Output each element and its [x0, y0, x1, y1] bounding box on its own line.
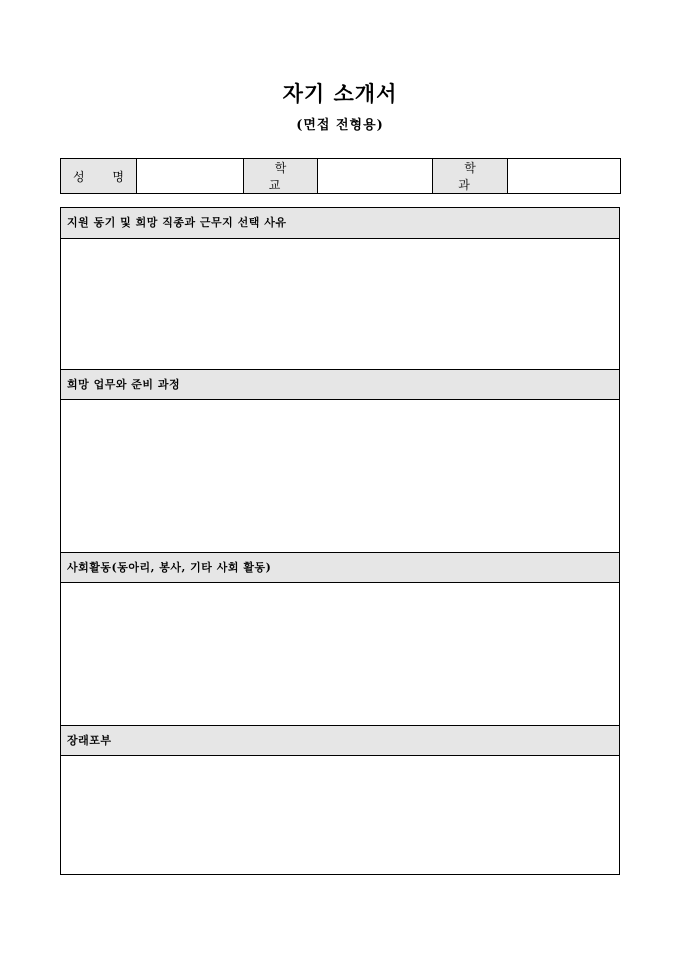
document-title: 자기 소개서 [282, 81, 398, 106]
essay-form [60, 207, 620, 875]
applicant-info-table [60, 158, 621, 194]
section-body-preparation[interactable] [61, 400, 619, 552]
school-label: 학 교 [244, 159, 318, 194]
name-field[interactable] [137, 159, 244, 194]
major-label: 학 과 [433, 159, 508, 194]
major-field[interactable] [508, 159, 621, 194]
section-heading-motivation: 지원 동기 및 희망 직종과 근무지 선택 사유 [61, 208, 619, 239]
section-heading-preparation: 희망 업무와 준비 과정 [61, 369, 619, 400]
school-field[interactable] [318, 159, 433, 194]
section-heading-activities: 사회활동(동아리, 봉사, 기타 사회 활동) [61, 552, 619, 583]
section-body-activities[interactable] [61, 583, 619, 725]
section-heading-aspirations: 장래포부 [61, 725, 619, 756]
name-label: 성 명 [61, 159, 137, 194]
document-subtitle: (면접 전형용) [296, 118, 384, 133]
section-body-aspirations[interactable] [61, 756, 619, 874]
section-body-motivation[interactable] [61, 239, 619, 369]
